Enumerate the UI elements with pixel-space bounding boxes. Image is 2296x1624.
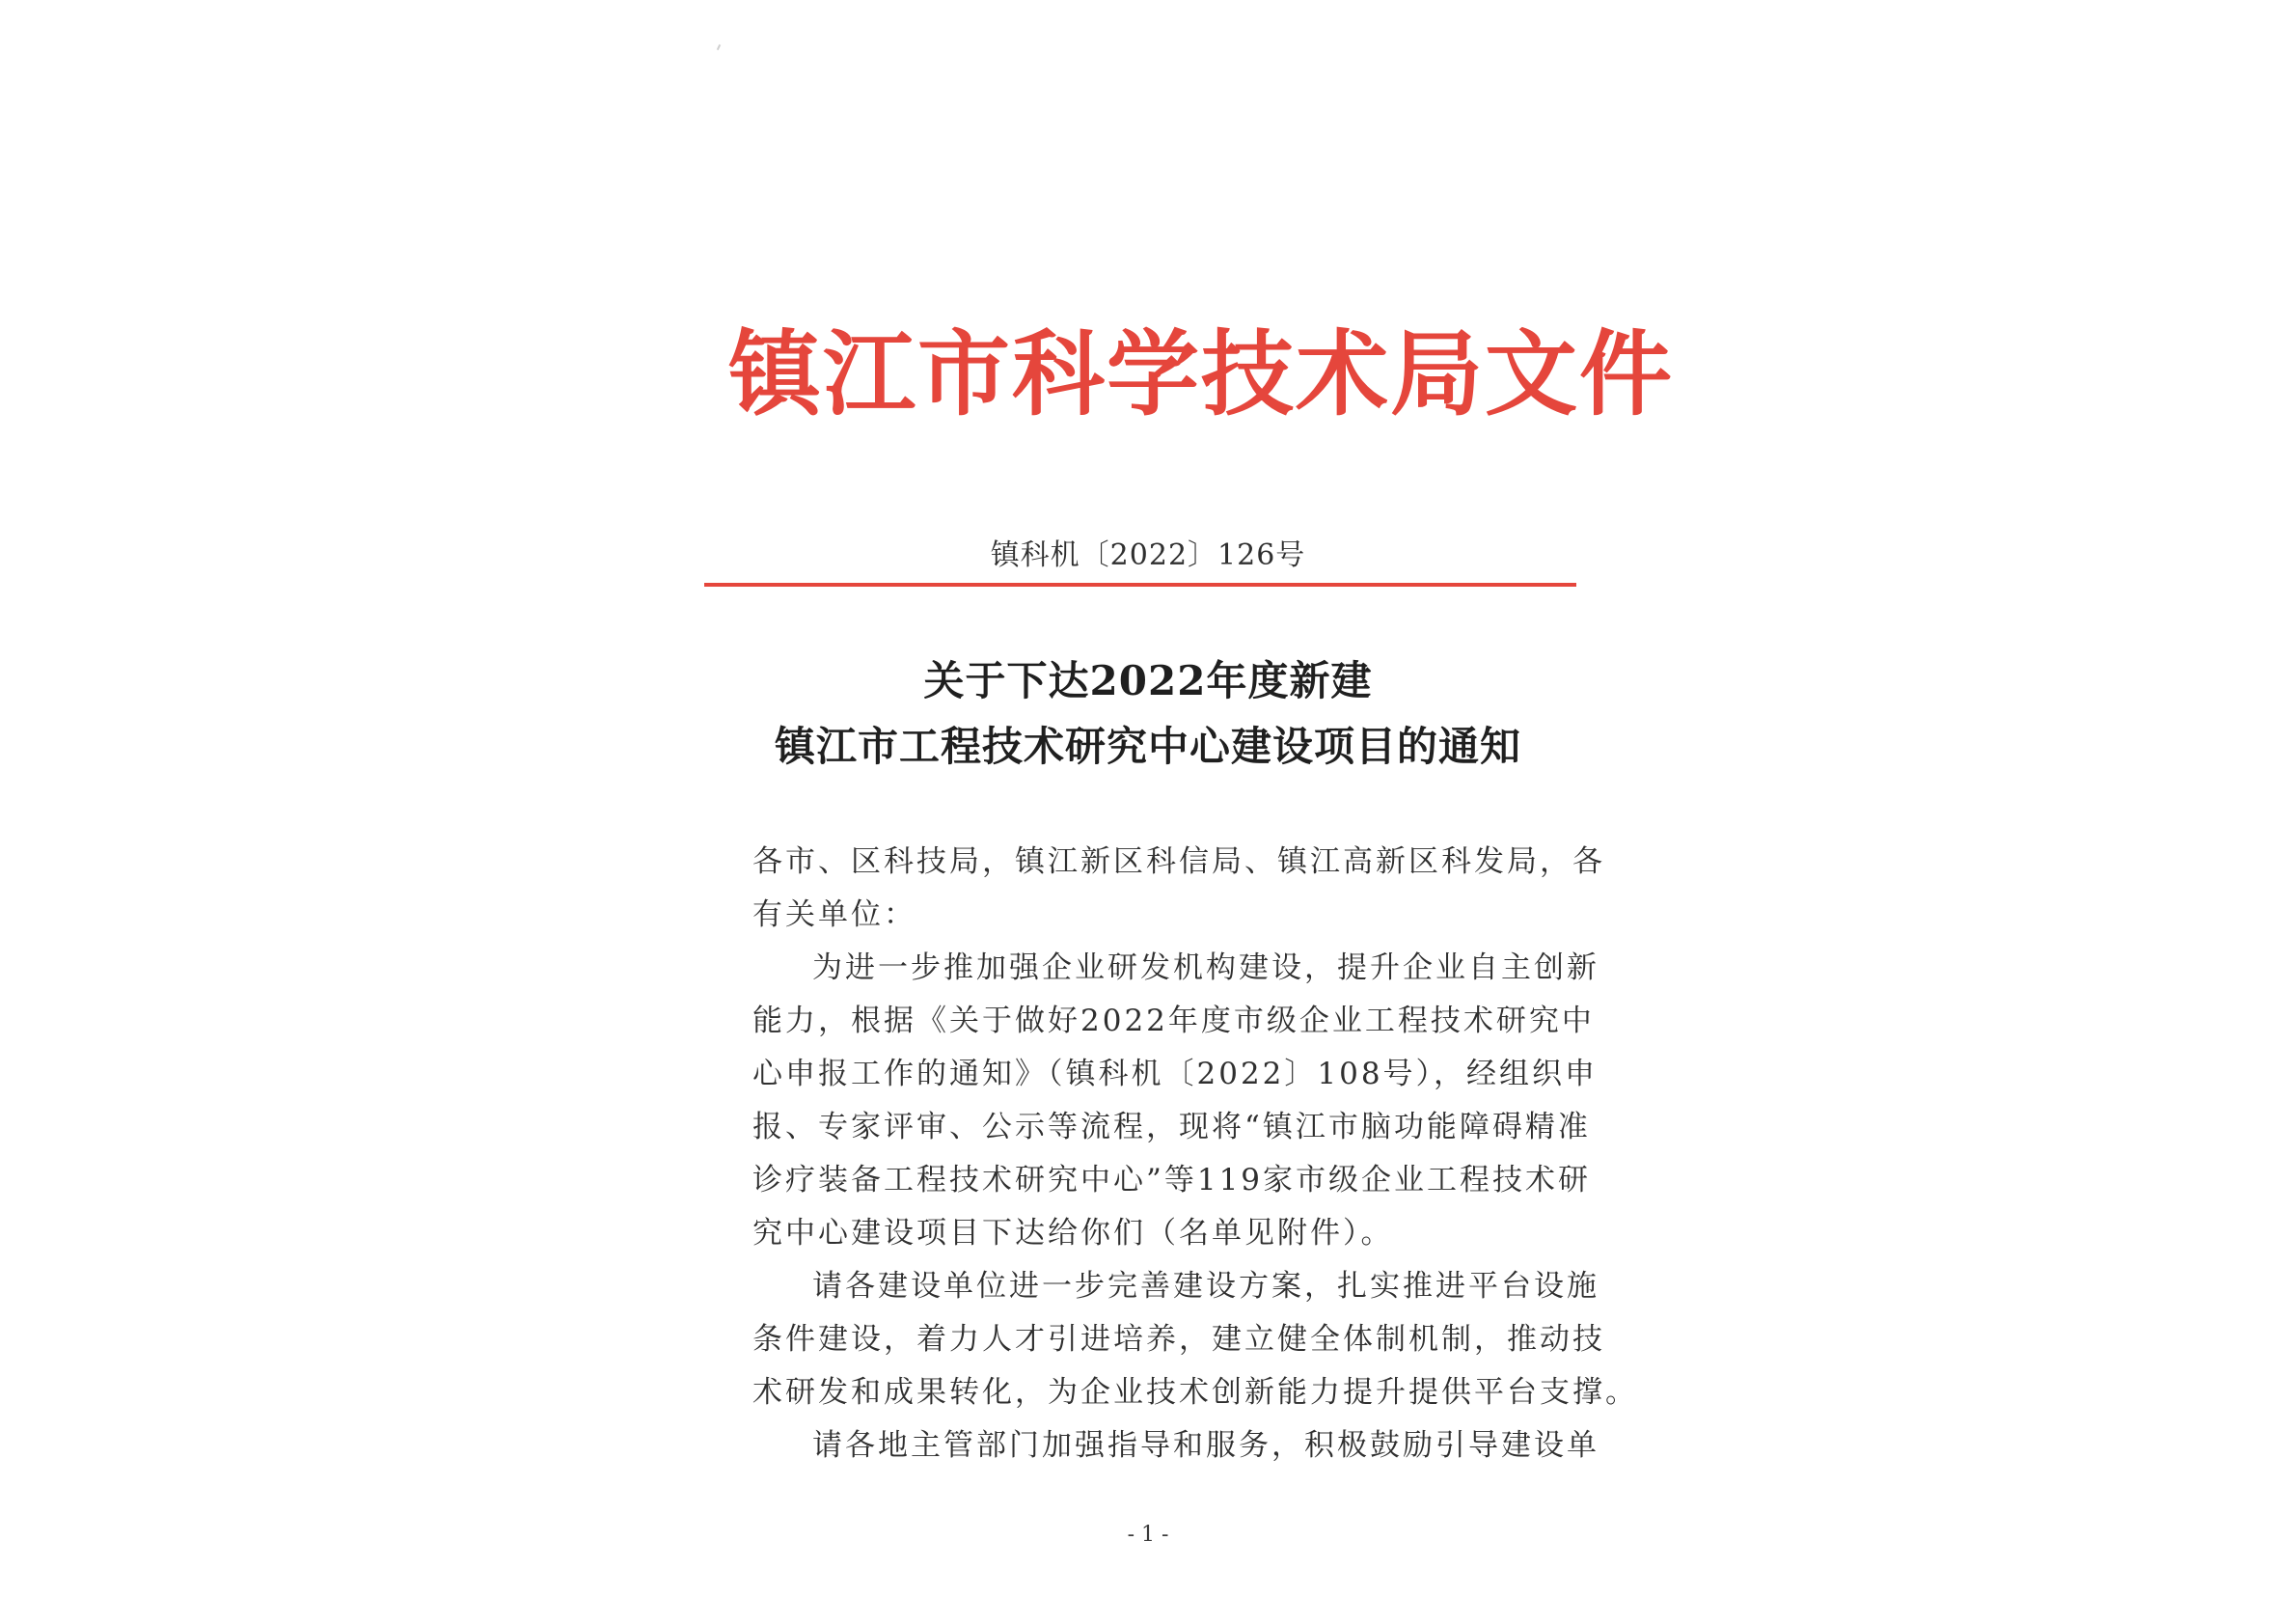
notice-title-line-2: 镇江市工程技术研究中心建设项目的通知 xyxy=(774,723,1521,770)
body-line: 请各地主管部门加强指导和服务，积极鼓励引导建设单 xyxy=(812,1428,1599,1463)
notice-title-line-1: 关于下达2022年度新建 xyxy=(923,657,1373,704)
body-line: 能力，根据《关于做好2022年度市级企业工程技术研究中 xyxy=(752,1004,1595,1038)
notice-body xyxy=(752,836,1638,1473)
body-line: 有关单位： xyxy=(752,897,916,932)
document-number: 镇科机〔2022〕126号 xyxy=(990,538,1306,572)
body-line: 各市、区科技局，镇江新区科信局、镇江高新区科发局，各 xyxy=(752,844,1605,879)
body-line: 诊疗装备工程技术研究中心”等119家市级企业工程技术研 xyxy=(752,1163,1592,1197)
body-line: 条件建设，着力人才引进培养，建立健全体制机制，推动技 xyxy=(752,1322,1605,1357)
body-line: 报、专家评审、公示等流程，现将“镇江市脑功能障碍精准 xyxy=(752,1110,1591,1144)
page-number: - 1 - xyxy=(1127,1523,1169,1547)
body-line: 为进一步推加强企业研发机构建设，提升企业自主创新 xyxy=(812,950,1599,985)
body-line: 心申报工作的通知》（镇科机〔2022〕108号），经组织申 xyxy=(752,1057,1599,1091)
notice-title xyxy=(675,648,1621,780)
scan-speck xyxy=(717,44,721,50)
body-line: 请各建设单位进一步完善建设方案，扎实推进平台设施 xyxy=(812,1269,1599,1304)
body-line: 究中心建设项目下达给你们（名单见附件）。 xyxy=(752,1216,1394,1251)
masthead-title: 镇江市科学技术局文件 xyxy=(728,320,1674,428)
body-line: 术研发和成果转化，为企业技术创新能力提升提供平台支撑。 xyxy=(752,1375,1638,1410)
red-divider-line xyxy=(704,583,1576,587)
